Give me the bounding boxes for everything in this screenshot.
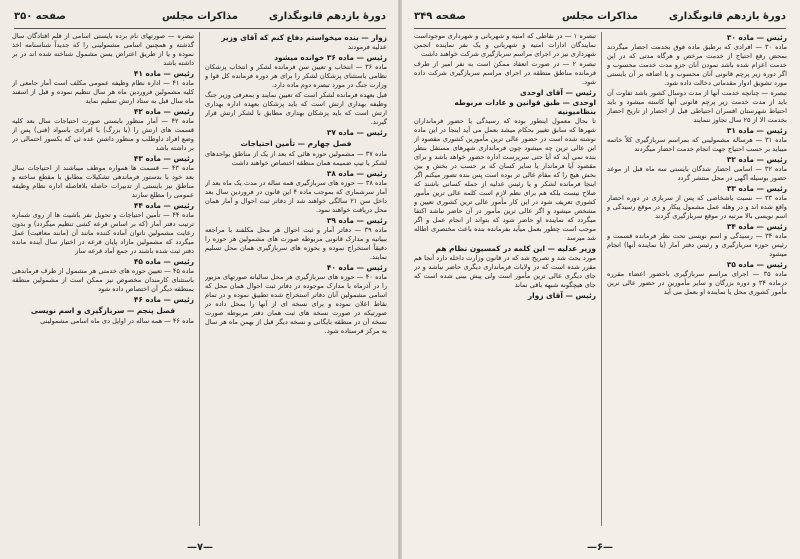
header-session-title: دورهٔ یازدهم قانونگذاری (668, 11, 786, 22)
paragraph: ماده ۴۲ — آمار منظور بایستی صورت احتیاجات سال بعد کلیه قسمت های ارتش را (با بزرگ) با افرادی باسواد (فنی) پس از وضع افراد داوطلب و منظور داشتن عده ئی که بکسور احتمالی در بر داشته باشد (12, 117, 194, 152)
chapter-heading: فصل چهارم — تأمین احتیاجات (240, 139, 352, 148)
paragraph: تبصره ۲ — در صورت انعقاد ممکن است به نفر امیر از طرف فرمانده مناطق منطقه در اجرای مراسم سربازگیری شرکت داده شود. (414, 60, 596, 86)
speaker-line: رئیس — ماده ۴۶ (133, 295, 194, 304)
speaker-line: رئیس — آقای زوار (527, 291, 596, 300)
paragraph: تبصره — صورتهای نام برده بایستی اسامی از قلم افتادگان سال گذشته و همچنین اسامی مشمولینی را که جدیداً شناسنامه اخذ نموده و یا از طریق اعتراض بسن مشمول شناخته شده اند در بر داشته باشد (12, 32, 194, 67)
chapter-heading: فصل پنجم — سربازگیری و اسم نویسی (30, 306, 176, 315)
speaker-line: رئیس — ماده ۴۰ (326, 263, 387, 272)
page-header (14, 8, 386, 29)
text-column-left (12, 32, 194, 524)
speaker-line: زوار — بنده میخواستم دفاع کنم که آقای وزیر (221, 33, 387, 42)
paragraph: ماده ۳۰ — افرادی که برطبق ماده فوق بخدمت احضار میگردند بمحض رفع احتیاج از خدمت مرخص و هرگاه مدتی که در این خدمت اعزام شده باشد نمودن آنان جزو مدت خدمت محسوب و اگر دوره زیر پرچم قانونی آنان محسوب و یا اضافه بر آن بایستی مورد تشویق ادوار مقدماتی دخالت داده شود. (607, 43, 787, 87)
speaker-line: رئیس — آقای اوحدی (519, 88, 596, 97)
speaker-line: رئیس — ماده ۴۳ (133, 154, 194, 163)
paragraph: عدلیه فرمودند (348, 43, 387, 51)
speaker-line: رئیس — ماده ۳۴ (726, 222, 787, 231)
speaker-line: رئیس — ماده ۳۱ (726, 126, 787, 135)
header-journal-title: مذاکرات مجلس (561, 11, 638, 22)
paragraph: ماده ۳۹ — دفاتر آمار و ثبت احوال هر محل مکلفند با مراجعه ببیانیه و مدارک قانونی مربوطه صورت های مشمولین هر حوزه را دقیقاً استخراج نموده و بحوزه های سربازگیری همان محل تسلیم نمایند. (205, 226, 387, 261)
column-divider (199, 32, 200, 526)
speaker-line: رئیس — ماده ۴۱ (133, 69, 194, 78)
text-column-right (205, 32, 387, 524)
book-gutter (398, 0, 402, 559)
paragraph: ماده ۳۱ — هرساله مشمولینی که بمراسم سربازگیری کلاً خاتمه میباید بر حسب احتیاج جهت انجام خدمت احضار میگردند (607, 136, 787, 153)
speaker-line: رئیس — ماده ۳۵ (726, 260, 787, 269)
page-header (414, 8, 786, 29)
paragraph: ماده ۴۰ — حوزه های سربازگیری هر محل سالیانه صورتهای مزبور را در آذرماه با مدارک موجوده در دفاتر ثبت احوال همان محل که اسامی مشمولین آنان دفاتر استخراج شده تطبیق نموده و در تمام نقاط اعلان نموده و برای نسخه ای از آنها را بمحل داده در صورتیکه در صورت نسخه های ثبت همان دفتر مربوطه صورت نسخه آن در منطقه بایگانی و نسخه دیگر قبل از بهمن ماه هر سال به مرکز فرستاده شود. (205, 273, 387, 335)
paragraph: ماده ۳۳ — نسبت باشخاصی که پس از سربازی در دوره احضار واقع شده اند و در وهله عمل مشمول پیکار و در موقع رسیدگی و اسم نویسی بالا مرتبه در موقع سربازگیری گردند (607, 194, 787, 220)
header-session-title: دورهٔ یازدهم قانونگذاری (268, 11, 386, 22)
text-column-left (414, 32, 596, 524)
paragraph: تبصره — چنانچه خدمت آنها از مدت دوسال کشور باشد تفاوت آن باید از مدت خدمت زیر پرچم قانونی آنها کاسته میشود و باید احتیاط شهرستان افسران احتیاطی قبل از احضار از تاریخ احضار بخدمت الا از ۲۵ سال تجاوز ننمایند (607, 89, 787, 124)
paragraph: تا بحال معمول اینطور بوده که رسیدگی یا حضور فرمانداران شهرها که سابق تغییر بحکام میشد بعمل می آید اینجا در این ماده نوشته شده است در حضور عالی ترین مأمورین کشوری مقصود از این عالی ترین چه میشود چون فرمانداری شهرهای مستقل بنظر بنده نمی آید که آیا حتی سرپرست اداره حضور خواهد باشد و برای مقصود آیا فرماندار یا سایر کسان که بر حسب در بخش و بین بخش هیچ را که مقام عالی تر بوده است پس بنده تصور میکنم اگر اینجا فرمانده لشکر و یا رئیس عدلیه از جمله کسانی باشند که صلاح نیست بلکه هم برای نظم لازم است کلمه عالی ترین مأمور کشوری تعریف شود در این کار مأمور عالی ترین کشوری تعیین و مشخص میشود و اگر عالی ترین مأمور در آن حاضر نباشد اکتفا میگردد که نماینده او حاضر شود که بتواند از انجام عمل و اگر موجب است چطور بعمل میآید بفرمانده بنده باعث مختصری اطاله شد میرسد (414, 117, 596, 242)
paragraph: ماده ۳۷ — مشمولین حوزه هائی که بعد از یک از مناطق بواحدهای لشکر یا تیپ ضمیمه همان منطقه اختصاص خواهند داشت (205, 150, 387, 167)
paragraph: مورد بحث شد و تصریح شد که در قانون وزارت داخله دارد آنجا هم مقرر شده است که در ولایات فرمانداری دیگری حاضر نباشد و در جای دیگری عالی ترین مأمور است ولی پیش بینی شده است که جای هیچگونه شبهه باقی نماند (414, 254, 596, 289)
speaker-line: رئیس — ماده ۴۲ (133, 107, 194, 116)
paragraph: ماده ۴۴ — تأمین احتیاجات و تحویل نفر باشیت ها از روی شماره ترتیب دفتر آمار (که بر اساس قرعه کشی تنظیم میگردد) و بدون رعایت مشمولین ناتوان آماده کننده مانند آن (مانند معافیت) عمل میگردد که مشمولین مازاد پایان قرعه در اختیار سال آینده مانده دفتر ثبت شده باشند در جمع آماد قرعه ساز (12, 211, 194, 255)
paragraph: قبل بعهده فرمانده لشکر است که تعیین نمایند و بمعرفی وزیر جنگ وظیفه بهداری ارتش است که باید پزشکان بعهده اداره بهداری ارتش است که باید پزشکان بهداری مطابق با لشکر ارتش قرار گیرند. (205, 91, 387, 126)
header-page-label: صفحه ۳۵۰ (14, 11, 66, 22)
speaker-line: وزیر عدلیه — این کلمه در کمسیون نظام هم (435, 244, 596, 253)
speaker-line: رئیس — ماده ۴۴ (133, 201, 194, 210)
paragraph: ماده ۳۴ — رسیدگی و اسم نویسی تحت نظر فرمانده قسمت و رئیس حوزه سربازگیری و رئیس دفتر آمار (یا نماینده آنها) انجام میشود (607, 232, 787, 258)
speaker-line: رئیس — ماده ۳۹ (326, 216, 387, 225)
speaker-line: رئیس — ماده ۳۶ خوانده میشود (274, 53, 387, 62)
paragraph: ماده ۳۵ — اجرای مراسم سربازگیری باحضور اعضاء مقرره درماده ۳۴ و دوره بزرگان و سایر مأمورین در حضور عالی ترین مأمور کشوری محل یا نماینده او بعمل می آید (607, 270, 787, 296)
speaker-line: رئیس — ماده ۳۸ (326, 169, 387, 178)
paragraph: ماده ۴۶ — همه ساله در اوایل دی ماه اسامی مشمولینی (40, 317, 194, 325)
paragraph: ماده ۳۶ — انتخاب و تعیین سن فرمانده لشکر و انتخاب پزشکان نظامی باستثنای پزشکان لشکر را برای هر دوره فرمانده کل قوا و وزارت جنگ در مورد تبصره دوم ماده دارد. (205, 63, 387, 89)
page-number: —۷— (186, 542, 214, 553)
speaker-line: رئیس — ماده ۳۷ (326, 128, 387, 137)
header-journal-title: مذاکرات مجلس (161, 11, 238, 22)
page-number: —۶— (586, 542, 614, 553)
speaker-line: اوحدی — طبق قوانین و عادات مربوطه بنظامیونیه (454, 98, 596, 116)
paragraph: ماده ۳۲ — اسامی احضار شدگان بایستی سه ماه قبل از موعد حضور بوسیله آگهی در محل منتشر گردد (607, 165, 787, 182)
paragraph: ماده ۴۳ — قسمت ها همواره موظف میباشند از احتیاجات سال بعد خود با بدستور فرماندهی تشکیلات مطابق با مقطع ساخته و مناطق نیز بایستی از تدبیرات حاصله بلافاصله اداره نظام وظیفه عمومی را مطلع سازند (12, 164, 194, 199)
paragraph: ماده ۴۵ — تعیین حوزه های خدمتی هر مشمول از طرف فرماندهی باستثنای کارمندان مخصوص نیز ممکن است از مشمولین منطقه بمنطقه دیگر آن اختصاص داده شود (12, 267, 194, 293)
speaker-line: رئیس — ماده ۴۵ (133, 257, 194, 266)
column-divider (601, 32, 602, 526)
paragraph: ماده ۴۱ — اداره نظام وظیفه عمومی مکلف است آمار جامعی از کلیه مشمولین فروردین ماه هر سال تنظیم نموده و قبل از اسفند ماه سال قبل به ستاد ارتش تسلیم نماید (12, 79, 194, 105)
header-page-label: صفحه ۳۴۹ (414, 11, 466, 22)
speaker-line: رئیس — ماده ۳۰ (726, 33, 787, 42)
speaker-line: رئیس — ماده ۳۲ (726, 155, 787, 164)
paragraph: ماده ۳۸ — حوزه های سربازگیری همه ساله در مدت یک ماه بعد از آمار سرشماری که بموجب ماده ۴ این قانون در فروردین سال بعد داخل سن ۲۱ سالگی خواهند شد از دفاتر ثبت احوال و آمار همان محل دریافت خواهند نمود. (205, 179, 387, 214)
speaker-line: رئیس — ماده ۳۳ (726, 184, 787, 193)
paragraph: تبصره ۱ — در نقاطی که امنیه و شهربانی و شهرداری موجوداست نمایندگان ادارات امنیه و شهربانی و یک نفر نماینده انجمن شهرداری نیز در اجرای مراسم سربازگیری شرکت خواهند داشت (414, 32, 596, 58)
page-349 (400, 0, 800, 559)
text-column-right (607, 32, 787, 524)
